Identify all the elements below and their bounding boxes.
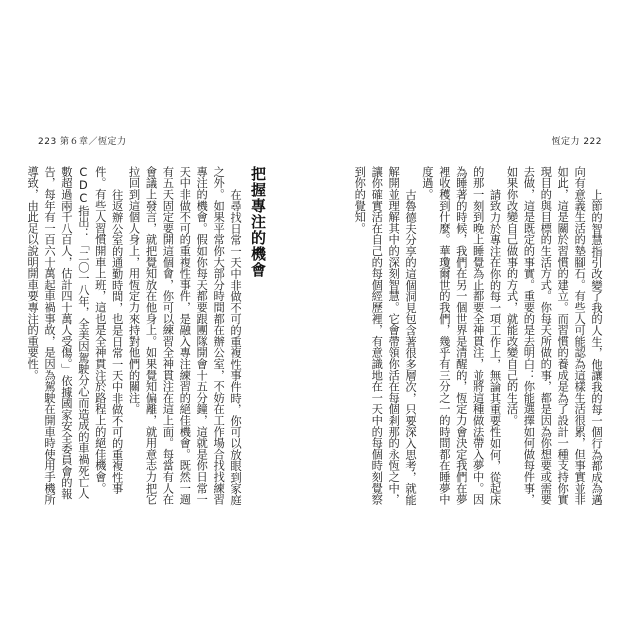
paragraph: 上節的智慧指引改變了我的人生，他讓我的每一個行為都成為邁向有意義生活的墊腳石。有些人可能認為這樣生活很累，但事實並非如此，這是關於習慣的建立。而習慣的養成是為了設計一種支持你實現目的與目標的生活方式。你每天所做的事，都是因為你想要或需要去做，這是既定的事實。重要的是去明白：你能選擇如何做每件事，如果你改變自己做事的方式，就能改變自己的生活。: [505, 166, 603, 505]
section-heading: 把握專注的機會: [249, 166, 267, 278]
right-page-header: 恆定力 222: [551, 137, 602, 147]
paragraph: 請致力於專注在你的每一項工作上，無論其重要性如何，從起床的那一刻到晚上睡覺為止都要全神貫注，並將這種做法帶入夢中。因為睡著的時候，我們在另一個世界是清醒的，恆定力會決定我們在夢裡收穫到什麼。華瓊爾世的我們，幾乎有三分之一的時間都在睡夢中度過。: [420, 166, 502, 505]
paragraph: 在尋找日常一天中非做不可的重複性事件時，你可以放眼到家庭之外。如果平常你大部分時間都在辦公室，不妨在工作場合找找練習專注的機會。假如你每天都要跟團隊開會十五分鐘，這就是你日常一天中非做不可的重複性事件，是融入專注練習的絕佳機會。既然一週有五天固定要開這個會，你可以練習全神貫注在這上面。每當有人在會議上發言，就把覺知放在他身上。如果覺知偏離，就用意志力把它拉回到這個人身上，用恆定力來持對他們的關注。: [127, 166, 242, 505]
paragraph: 往返辦公室的通勤時間，也是日常一天中非做不可的重複性事件。有些人習慣開車上班，這也是全神貫注於路程上的絕佳機會。CDC指出：「二〇一八年，全美因駕駛分心而造成的車禍死亡人數超過兩千八百人，估計四十萬人受傷。」依據國家安全委員會的報告，每年有一百六十萬起車禍事故，是因為駕駛在開車時使用手機所導致，由此足以說明開車要專注的重要性。: [26, 166, 124, 505]
right-page-body: [334, 166, 604, 506]
paragraph: 古魯德夫分享的這個洞見包含著很多層次，只要深入思考，就能解開並理解其中的深刻智慧。它會帶領你活在每個剎那的永恆之中，讓你確實活在自己的每個經歷裡，有意識地在一天中的每個時刻覺察到你的覺知。: [353, 166, 418, 505]
left-page-body: [26, 166, 243, 506]
left-page-header: 223 第６章／恆定力: [38, 137, 127, 147]
